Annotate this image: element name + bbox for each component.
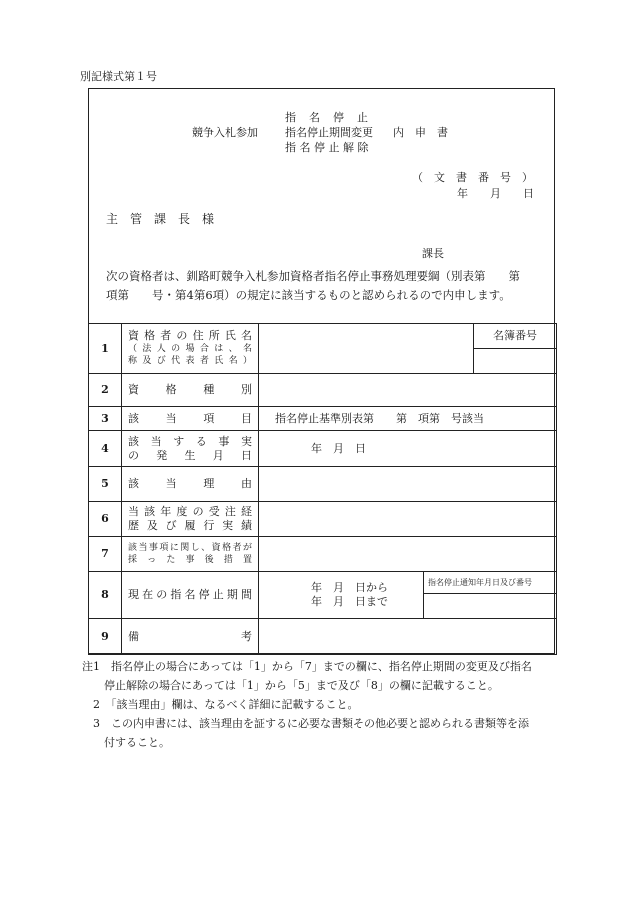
application-table [88, 323, 557, 655]
followup-measures-value-cell [259, 537, 557, 572]
sender: 課長 [422, 247, 444, 260]
title-option-cancellation: 指 名 停 止 解 除 [285, 141, 369, 154]
table-row [89, 324, 557, 349]
register-number-label: 名簿番号 [474, 324, 557, 349]
row-label-order-history: 当該年度の受注経 歴及び履行実績 [122, 502, 259, 537]
table-row [89, 431, 557, 467]
occurrence-date-value: 年 月 日 [259, 431, 557, 467]
table-row [89, 502, 557, 537]
body-text-line-1: 次の資格者は、釧路町競争入札参加資格者指名停止事務処理要綱（別表第 第 [106, 269, 520, 283]
notes [82, 657, 582, 752]
table-row [89, 374, 557, 407]
row-number: 5 [89, 467, 122, 502]
title-option-period-change: 指名停止期間変更 [285, 126, 373, 139]
row-label-reason: 該 当 理 由 [122, 467, 259, 502]
row-number: 8 [89, 572, 122, 619]
register-number-value [474, 349, 557, 374]
row-number: 9 [89, 619, 122, 655]
note-line: 2 「該当理由」欄は、なるべく詳細に記載すること。 [82, 698, 359, 711]
table-row [89, 407, 557, 431]
document-number: （ 文 書 番 号 ） [412, 171, 533, 184]
table-row [89, 572, 557, 594]
row-label-followup-measures: 該当事項に関し、資格者が 採 っ た 事 後 措 置 [122, 537, 259, 572]
row-label-applicant: 資 格 者 の 住 所 氏 名 （ 法 人 の 場 合 は 、 名 称 及 び 代 表 者 氏 名 ） [122, 324, 259, 374]
row-number: 4 [89, 431, 122, 467]
title-prefix: 競争入札参加 [192, 126, 258, 139]
title-suffix: 内 申 書 [393, 126, 448, 139]
current-period-value: 年 月 日から 年 月 日まで [259, 572, 424, 619]
row-label-current-period: 現在の指名停止期間 [122, 572, 259, 619]
row-number: 7 [89, 537, 122, 572]
row-label-item: 該 当 項 目 [122, 407, 259, 431]
applicant-value-cell [259, 324, 474, 374]
note-line: 停止解除の場合にあっては「1」から「5」まで及び「8」の欄に記載すること。 [82, 679, 499, 692]
table-row [89, 537, 557, 572]
note-line: 付すること。 [82, 736, 170, 749]
qualification-value-cell [259, 374, 557, 407]
notice-label: 指名停止通知年月日及び番号 [424, 572, 557, 594]
notice-value-cell [424, 594, 557, 619]
row-label-remarks: 備 考 [122, 619, 259, 655]
document-date: 年 月 日 [457, 187, 534, 200]
row-number: 1 [89, 324, 122, 374]
row-number: 2 [89, 374, 122, 407]
row-label-occurrence-date: 該 当 す る 事 実 の 発 生 月 日 [122, 431, 259, 467]
title-option-suspension: 指 名 停 止 [285, 111, 369, 124]
note-line: 3 この内申書には、該当理由を証するに必要な書類その他必要と認められる書類等を添 [82, 717, 529, 730]
body-text-line-2: 項第 号・第4第6項）の規定に該当するものと認められるので内申します。 [106, 288, 511, 302]
note-line: 注1 指名停止の場合にあっては「1」から「7」までの欄に、指名停止期間の変更及び指名 [82, 660, 532, 673]
row-number: 6 [89, 502, 122, 537]
remarks-value-cell [259, 619, 557, 655]
item-value-cell: 指名停止基準別表第 第 項第 号該当 [259, 407, 557, 431]
row-label-qualification: 資 格 種 別 [122, 374, 259, 407]
table-row [89, 467, 557, 502]
order-history-value-cell [259, 502, 557, 537]
table-row [89, 619, 557, 655]
addressee: 主 管 課 長 様 [106, 212, 215, 226]
reason-value-cell [259, 467, 557, 502]
form-number: 別記様式第１号 [80, 70, 157, 83]
row-number: 3 [89, 407, 122, 431]
